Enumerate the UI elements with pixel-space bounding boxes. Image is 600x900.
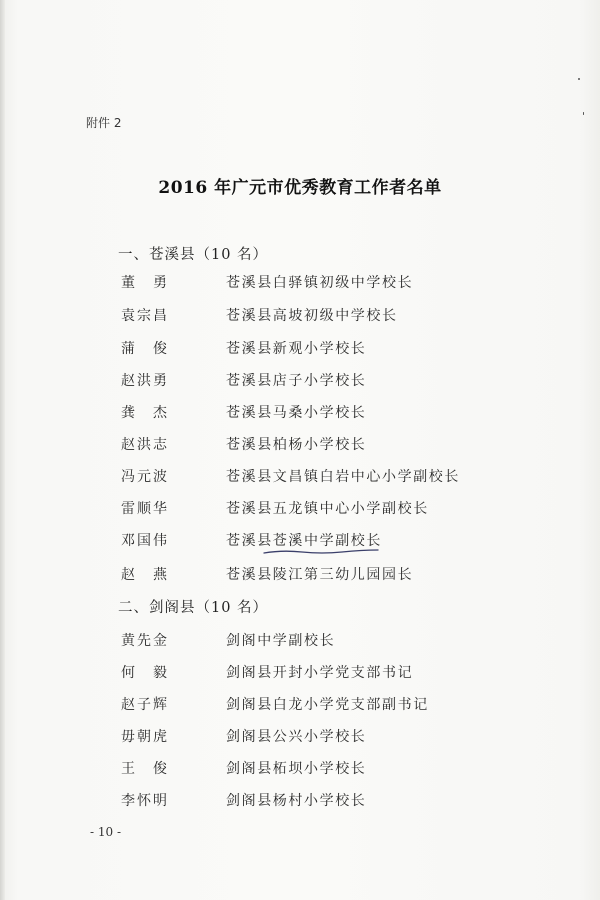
person-position: 苍溪县马桑小学校长	[226, 405, 367, 421]
table-row	[0, 305, 600, 325]
section-heading-cangxi: 一、苍溪县（10 名）	[118, 247, 269, 263]
table-row	[0, 498, 600, 518]
person-name: 毋朝虎	[121, 729, 167, 745]
person-name: 赵洪志	[121, 437, 167, 453]
table-row	[0, 402, 600, 422]
person-name: 雷顺华	[121, 501, 167, 517]
table-row	[0, 272, 600, 292]
person-position: 剑阁县柘坝小学校长	[226, 761, 367, 777]
table-row	[0, 370, 600, 390]
table-row	[0, 564, 600, 584]
page-number: - 10 -	[90, 825, 122, 839]
table-row	[0, 726, 600, 746]
table-row	[0, 530, 600, 550]
person-name: 王 俊	[121, 761, 167, 777]
person-name: 董 勇	[121, 275, 167, 291]
person-position: 苍溪县苍溪中学副校长	[226, 533, 382, 549]
person-name: 邓国伟	[121, 533, 167, 549]
person-position: 剑阁县白龙小学党支部副书记	[226, 697, 429, 713]
person-position: 苍溪县店子小学校长	[226, 373, 367, 389]
person-position: 剑阁县杨村小学校长	[226, 793, 367, 809]
table-row	[0, 434, 600, 454]
person-position: 苍溪县新观小学校长	[226, 341, 367, 357]
person-name: 蒲 俊	[121, 341, 167, 357]
table-row	[0, 466, 600, 486]
document-title: 2016 年广元市优秀教育工作者名单	[158, 178, 442, 198]
person-position: 苍溪县陵江第三幼儿园园长	[226, 567, 414, 583]
scan-speck	[583, 112, 584, 115]
person-position: 苍溪县高坡初级中学校长	[226, 308, 398, 324]
person-name: 赵 燕	[121, 567, 167, 583]
table-row	[0, 790, 600, 810]
table-row	[0, 694, 600, 714]
table-row	[0, 758, 600, 778]
person-name: 李怀明	[121, 793, 167, 809]
table-row	[0, 662, 600, 682]
person-name: 何 毅	[121, 665, 167, 681]
section-heading-jiange: 二、剑阁县（10 名）	[118, 600, 269, 616]
person-position: 苍溪县白驿镇初级中学校长	[226, 275, 414, 291]
table-row	[0, 338, 600, 358]
person-position: 苍溪县五龙镇中心小学副校长	[226, 501, 429, 517]
person-name: 冯元波	[121, 469, 167, 485]
person-name: 袁宗昌	[121, 308, 167, 324]
person-name: 黄先金	[121, 633, 167, 649]
person-position: 苍溪县文昌镇白岩中心小学副校长	[226, 469, 460, 485]
scan-speck	[578, 78, 580, 80]
person-position: 剑阁县开封小学党支部书记	[226, 665, 414, 681]
person-position: 苍溪县柏杨小学校长	[226, 437, 367, 453]
person-name: 赵子辉	[121, 697, 167, 713]
person-position: 剑阁中学副校长	[226, 633, 336, 649]
person-position: 剑阁县公兴小学校长	[226, 729, 367, 745]
attachment-label: 附件 2	[86, 116, 122, 130]
person-name: 赵洪勇	[121, 373, 167, 389]
table-row	[0, 630, 600, 650]
person-name: 龚 杰	[121, 405, 167, 421]
handwritten-underline	[262, 548, 380, 556]
